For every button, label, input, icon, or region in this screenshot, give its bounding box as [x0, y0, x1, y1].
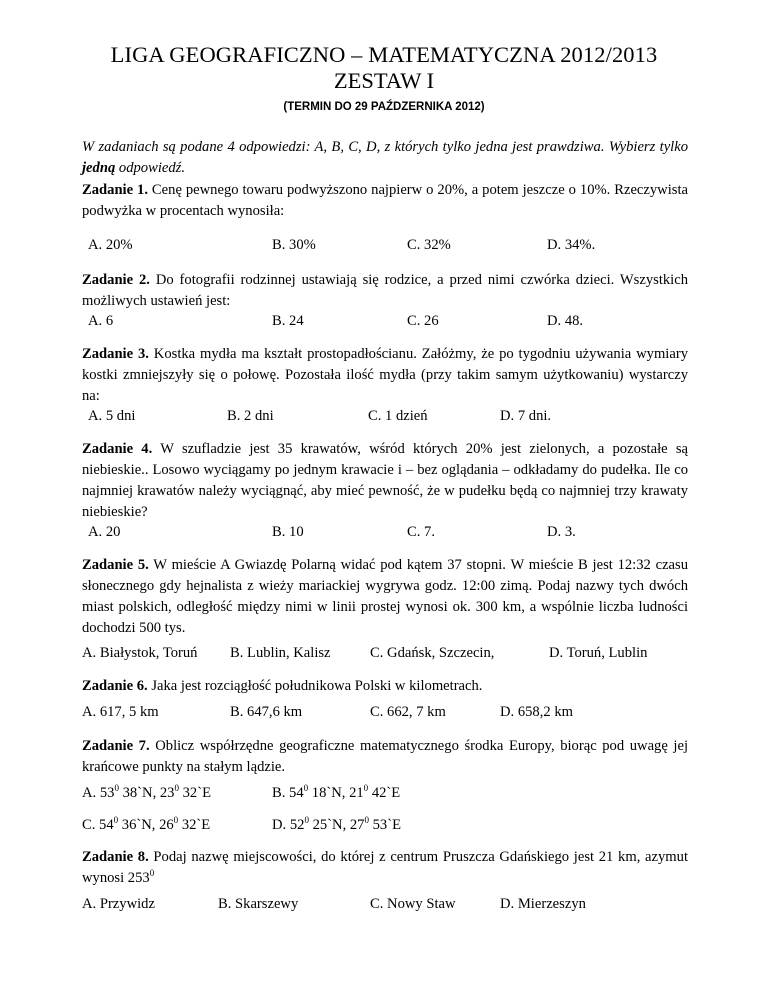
- task-4-text: W szufladzie jest 35 krawatów, wśród których 20% jest zielonych, a pozostałe są niebieskie.. Losowo wyciągamy po jednym krawacie i – bez oglądania – odkładamy do pudełka. Ile co najmniej krawatów należy wyciągnąć, aby mieć pewność, że w pudełku będą co najmniej trzy krawaty niebieskie?: [82, 441, 688, 520]
- task-3: [82, 344, 688, 407]
- task-3-option-a: A. 5 dni: [88, 408, 136, 424]
- task-7: [82, 736, 688, 778]
- task-2-option-b: B. 24: [272, 313, 304, 329]
- task-5-option-a: A. Białystok, Toruń: [82, 645, 198, 661]
- task-8-option-a: A. Przywidz: [82, 896, 155, 912]
- task-3-option-d: D. 7 dni.: [500, 408, 552, 424]
- task-2: [82, 270, 688, 312]
- task-7-option-d: D. $52^0$ 25`N, $27^0$ 53`E: [272, 815, 402, 833]
- task-7-text: Oblicz współrzędne geograficzne matematycznego środka Europy, biorąc pod uwagę jej krańcowe punkty na stałym lądzie.: [82, 738, 689, 775]
- task-4-option-c: C. 7.: [407, 524, 435, 540]
- task-6-option-b: B. 647,6 km: [230, 704, 303, 720]
- task-2-options: [82, 311, 688, 332]
- document-subtitle-set: ZESTAW I: [333, 68, 435, 93]
- task-1-option-c: C. 32%: [407, 237, 451, 253]
- task-7-options-row-2: [82, 815, 688, 836]
- task-5-options: [82, 643, 688, 664]
- document-title: LIGA GEOGRAFICZNO – MATEMATYCZNA 2012/2013: [110, 42, 658, 67]
- task-5-option-b: B. Lublin, Kalisz: [230, 645, 331, 661]
- task-6-label: Zadanie 6.: [82, 678, 148, 694]
- task-8-option-b: B. Skarszewy: [218, 896, 299, 912]
- deadline-note: (TERMIN DO 29 PAŹDZERNIKA 2012): [283, 101, 485, 113]
- task-8-option-d: D. Mierzeszyn: [500, 896, 586, 912]
- task-5-option-c: C. Gdańsk, Szczecin,: [370, 645, 495, 661]
- task-7-options-row-1: [82, 783, 688, 804]
- task-2-label: Zadanie 2.: [82, 272, 150, 288]
- task-5-label: Zadanie 5.: [82, 557, 149, 573]
- task-1-text: Cenę pewnego towaru podwyższono najpierw o 20%, a potem jeszcze o 10%. Rzeczywista podwyżka w procentach wynosiła:: [82, 182, 688, 219]
- task-3-label: Zadanie 3.: [82, 346, 149, 362]
- task-7-option-b: B. $54^0$ 18`N, $21^0$ 42`E: [272, 783, 401, 801]
- task-6-options: [82, 702, 688, 723]
- instructions-text-1: W zadaniach są podane 4 odpowiedzi: A, B, C, D, z których tylko jedna jest prawdziwa. Wybierz tylko: [82, 139, 688, 155]
- task-3-text: Kostka mydła ma kształt prostopadłościanu. Załóżmy, że po tygodniu używania wymiary kostki zmniejszyły się o połowę. Pozostała ilość mydła (przy takim samym użytkowaniu) wystarczy na:: [82, 346, 688, 404]
- task-8-degree: 0: [149, 868, 155, 878]
- task-3-option-c: C. 1 dzień: [368, 408, 428, 424]
- task-1-option-d: D. 34%.: [547, 237, 596, 253]
- task-5: [82, 555, 688, 639]
- task-1: [82, 180, 688, 222]
- task-5-option-d: D. Toruń, Lublin: [549, 645, 648, 661]
- task-8-options: [82, 894, 688, 915]
- task-6-option-d: D. 658,2 km: [500, 704, 573, 720]
- task-8-label: Zadanie 8.: [82, 849, 149, 865]
- task-1-label: Zadanie 1.: [82, 182, 148, 198]
- task-4-label: Zadanie 4.: [82, 441, 153, 457]
- instructions-text-2: odpowiedź.: [115, 160, 185, 176]
- task-2-option-c: C. 26: [407, 313, 439, 329]
- task-8-option-c: C. Nowy Staw: [370, 896, 456, 912]
- task-6-option-a: A. 617, 5 km: [82, 704, 159, 720]
- task-8-text: Podaj nazwę miejscowości, do której z centrum Pruszcza Gdańskiego jest 21 km, azymut wynosi 253: [82, 849, 688, 886]
- task-7-option-a: A. $53^0$ 38`N, $23^0$ 32`E: [82, 783, 212, 801]
- task-3-option-b: B. 2 dni: [227, 408, 274, 424]
- task-1-option-b: B. 30%: [272, 237, 316, 253]
- task-6-text: Jaka jest rozciągłość południkowa Polski w kilometrach.: [147, 678, 483, 694]
- instructions-emphasis: jedną: [82, 160, 116, 176]
- instructions: [82, 137, 688, 179]
- task-6-option-c: C. 662, 7 km: [370, 704, 446, 720]
- task-1-option-a: A. 20%: [88, 237, 133, 253]
- task-6: [82, 676, 688, 697]
- task-3-options: [82, 406, 688, 427]
- task-4-options: [82, 522, 688, 543]
- task-1-options: [82, 235, 688, 256]
- task-2-option-d: D. 48.: [547, 313, 584, 329]
- task-2-text: Do fotografii rodzinnej ustawiają się rodzice, a przed nimi czwórka dzieci. Wszystkich możliwych ustawień jest:: [82, 272, 688, 309]
- task-4: [82, 439, 688, 523]
- task-7-label: Zadanie 7.: [82, 738, 150, 754]
- task-4-option-a: A. 20: [88, 524, 121, 540]
- task-8: [82, 847, 688, 889]
- task-4-option-d: D. 3.: [547, 524, 576, 540]
- task-4-option-b: B. 10: [272, 524, 304, 540]
- task-2-option-a: A. 6: [88, 313, 114, 329]
- task-7-option-c: C. $54^0$ 36`N, $26^0$ 32`E: [82, 815, 211, 833]
- task-5-text: W mieście A Gwiazdę Polarną widać pod kątem 37 stopni. W mieście B jest 12:32 czasu słonecznego gdy hejnalista z wieży mariackiej wygrywa godz. 12:00 zimą. Podaj nazwy tych dwóch miast polskich, odległość między nimi w linii prostej wynosi ok. 300 km, a wspólnie liczba ludności dochodzi 500 tys.: [82, 557, 688, 636]
